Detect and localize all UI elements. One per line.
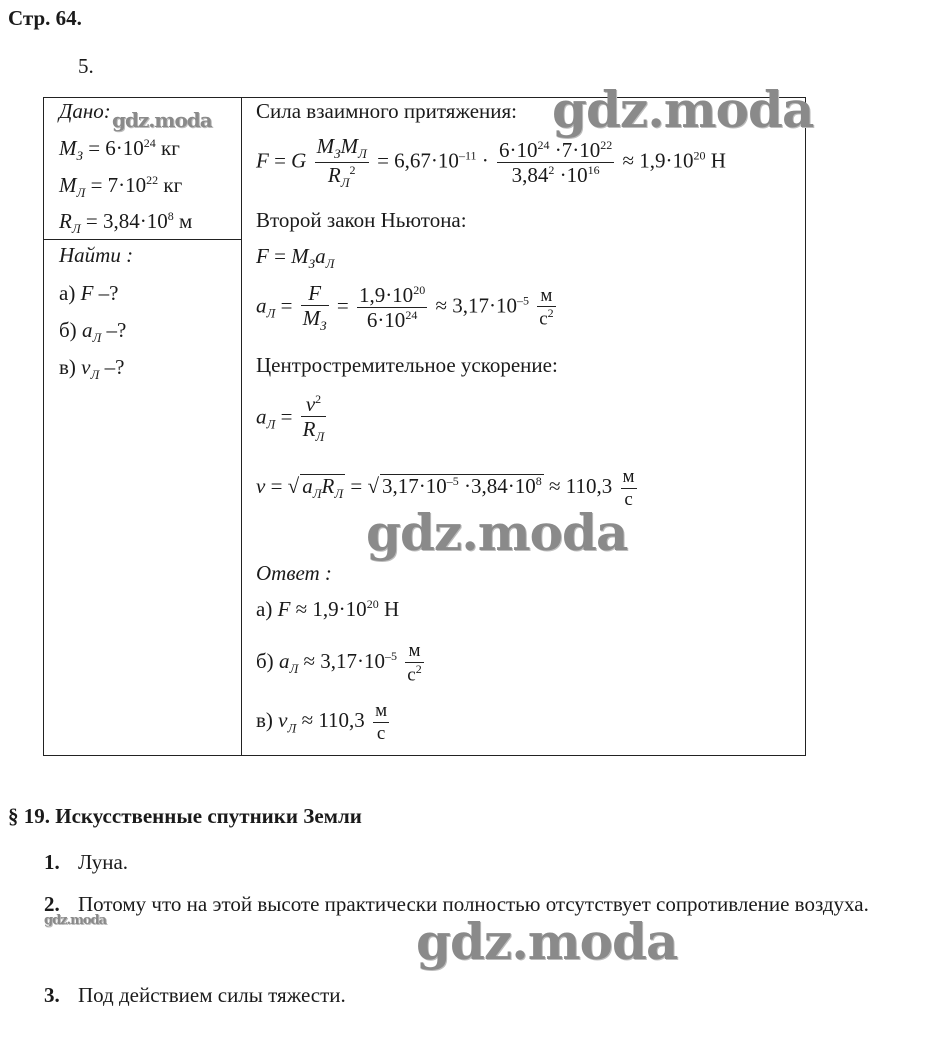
find-force: а) F –?	[59, 281, 119, 305]
given-moon-distance: $R_Л = 3,84\cdot 10^8$ м	[59, 209, 193, 237]
answer-heading: Ответ :	[256, 561, 332, 585]
watermark-logo: gdz.moda	[416, 912, 678, 971]
newton-formula: $F = M_Зa_Л$	[256, 244, 335, 272]
watermark-logo: gdz.moda	[44, 913, 107, 928]
acceleration-formula: $a_Л$ = $\frac{F}{M_З}$ = $\frac{1,9\cdot 10^{20}}{6\cdot 10^{24}}$ ≈ $3,17\cdot 10^{-5}$ $\frac{м}{с^2}$	[256, 281, 554, 334]
find-velocity: в) $v_Л$ –?	[59, 355, 125, 383]
watermark-logo: gdz.moda	[552, 80, 814, 139]
answer-velocity: в) $v_Л \approx 110,3$ $\frac{м}{с}$	[256, 700, 388, 744]
given-moon-mass: $M_Л = 7\cdot 10^{22}$ кг	[59, 173, 183, 201]
page-header: Стр. 64.	[8, 6, 82, 30]
gravity-heading: Сила взаимного притяжения:	[256, 99, 517, 123]
newton-heading: Второй закон Ньютона:	[256, 208, 467, 232]
task-number: 5.	[78, 54, 94, 78]
find-heading: Найти :	[59, 243, 134, 267]
watermark-logo: gdz.moda	[112, 108, 212, 132]
answer-acceleration: б) $a_Л \approx 3,17\cdot 10^{-5}$ $\frac{м}{с^2}$	[256, 640, 422, 686]
list-item: 2. Потому что на этой высоте практически полностью отсутствует сопротивление воздуха.	[44, 892, 869, 916]
gravity-formula: F = G $\frac{M_ЗM_Л}{R_Л^2}$ = $6,67\cdot 10^{-11}$ · $\frac{6\cdot 10^{24} \cdot 7\cdot 10^{22}}{3,84^2 \cdot 10^{16}}$ ≈ $1,9\cdot 10^{20}$ Н	[256, 134, 726, 191]
watermark-logo: gdz.moda	[366, 503, 628, 562]
velocity-formula: v = √ $a_ЛR_Л$ = √ $3,17\cdot 10^{-5} \cdot 3,84\cdot 10^8 \approx 110,3$ $\frac{м}{с}$	[256, 466, 635, 510]
answer-force: а) $F \approx 1,9\cdot 10^{20}$ Н	[256, 597, 400, 621]
list-item: 1. Луна.	[44, 850, 129, 874]
given-heading: Дано:	[59, 99, 111, 123]
section-title: § 19. Искусственные спутники Земли	[8, 804, 362, 828]
given-earth-mass: $M_З = 6\cdot 10^{24}$ кг	[59, 136, 180, 164]
table-divider-horizontal	[43, 239, 242, 240]
centripetal-formula: $a_Л$ = $\frac{v^2}{R_Л}$	[256, 392, 325, 445]
list-item: 3. Под действием силы тяжести.	[44, 983, 346, 1007]
table-divider-vertical	[241, 97, 242, 756]
centripetal-heading: Центростремительное ускорение:	[256, 353, 558, 377]
find-acceleration: б) $a_Л$ –?	[59, 318, 127, 346]
